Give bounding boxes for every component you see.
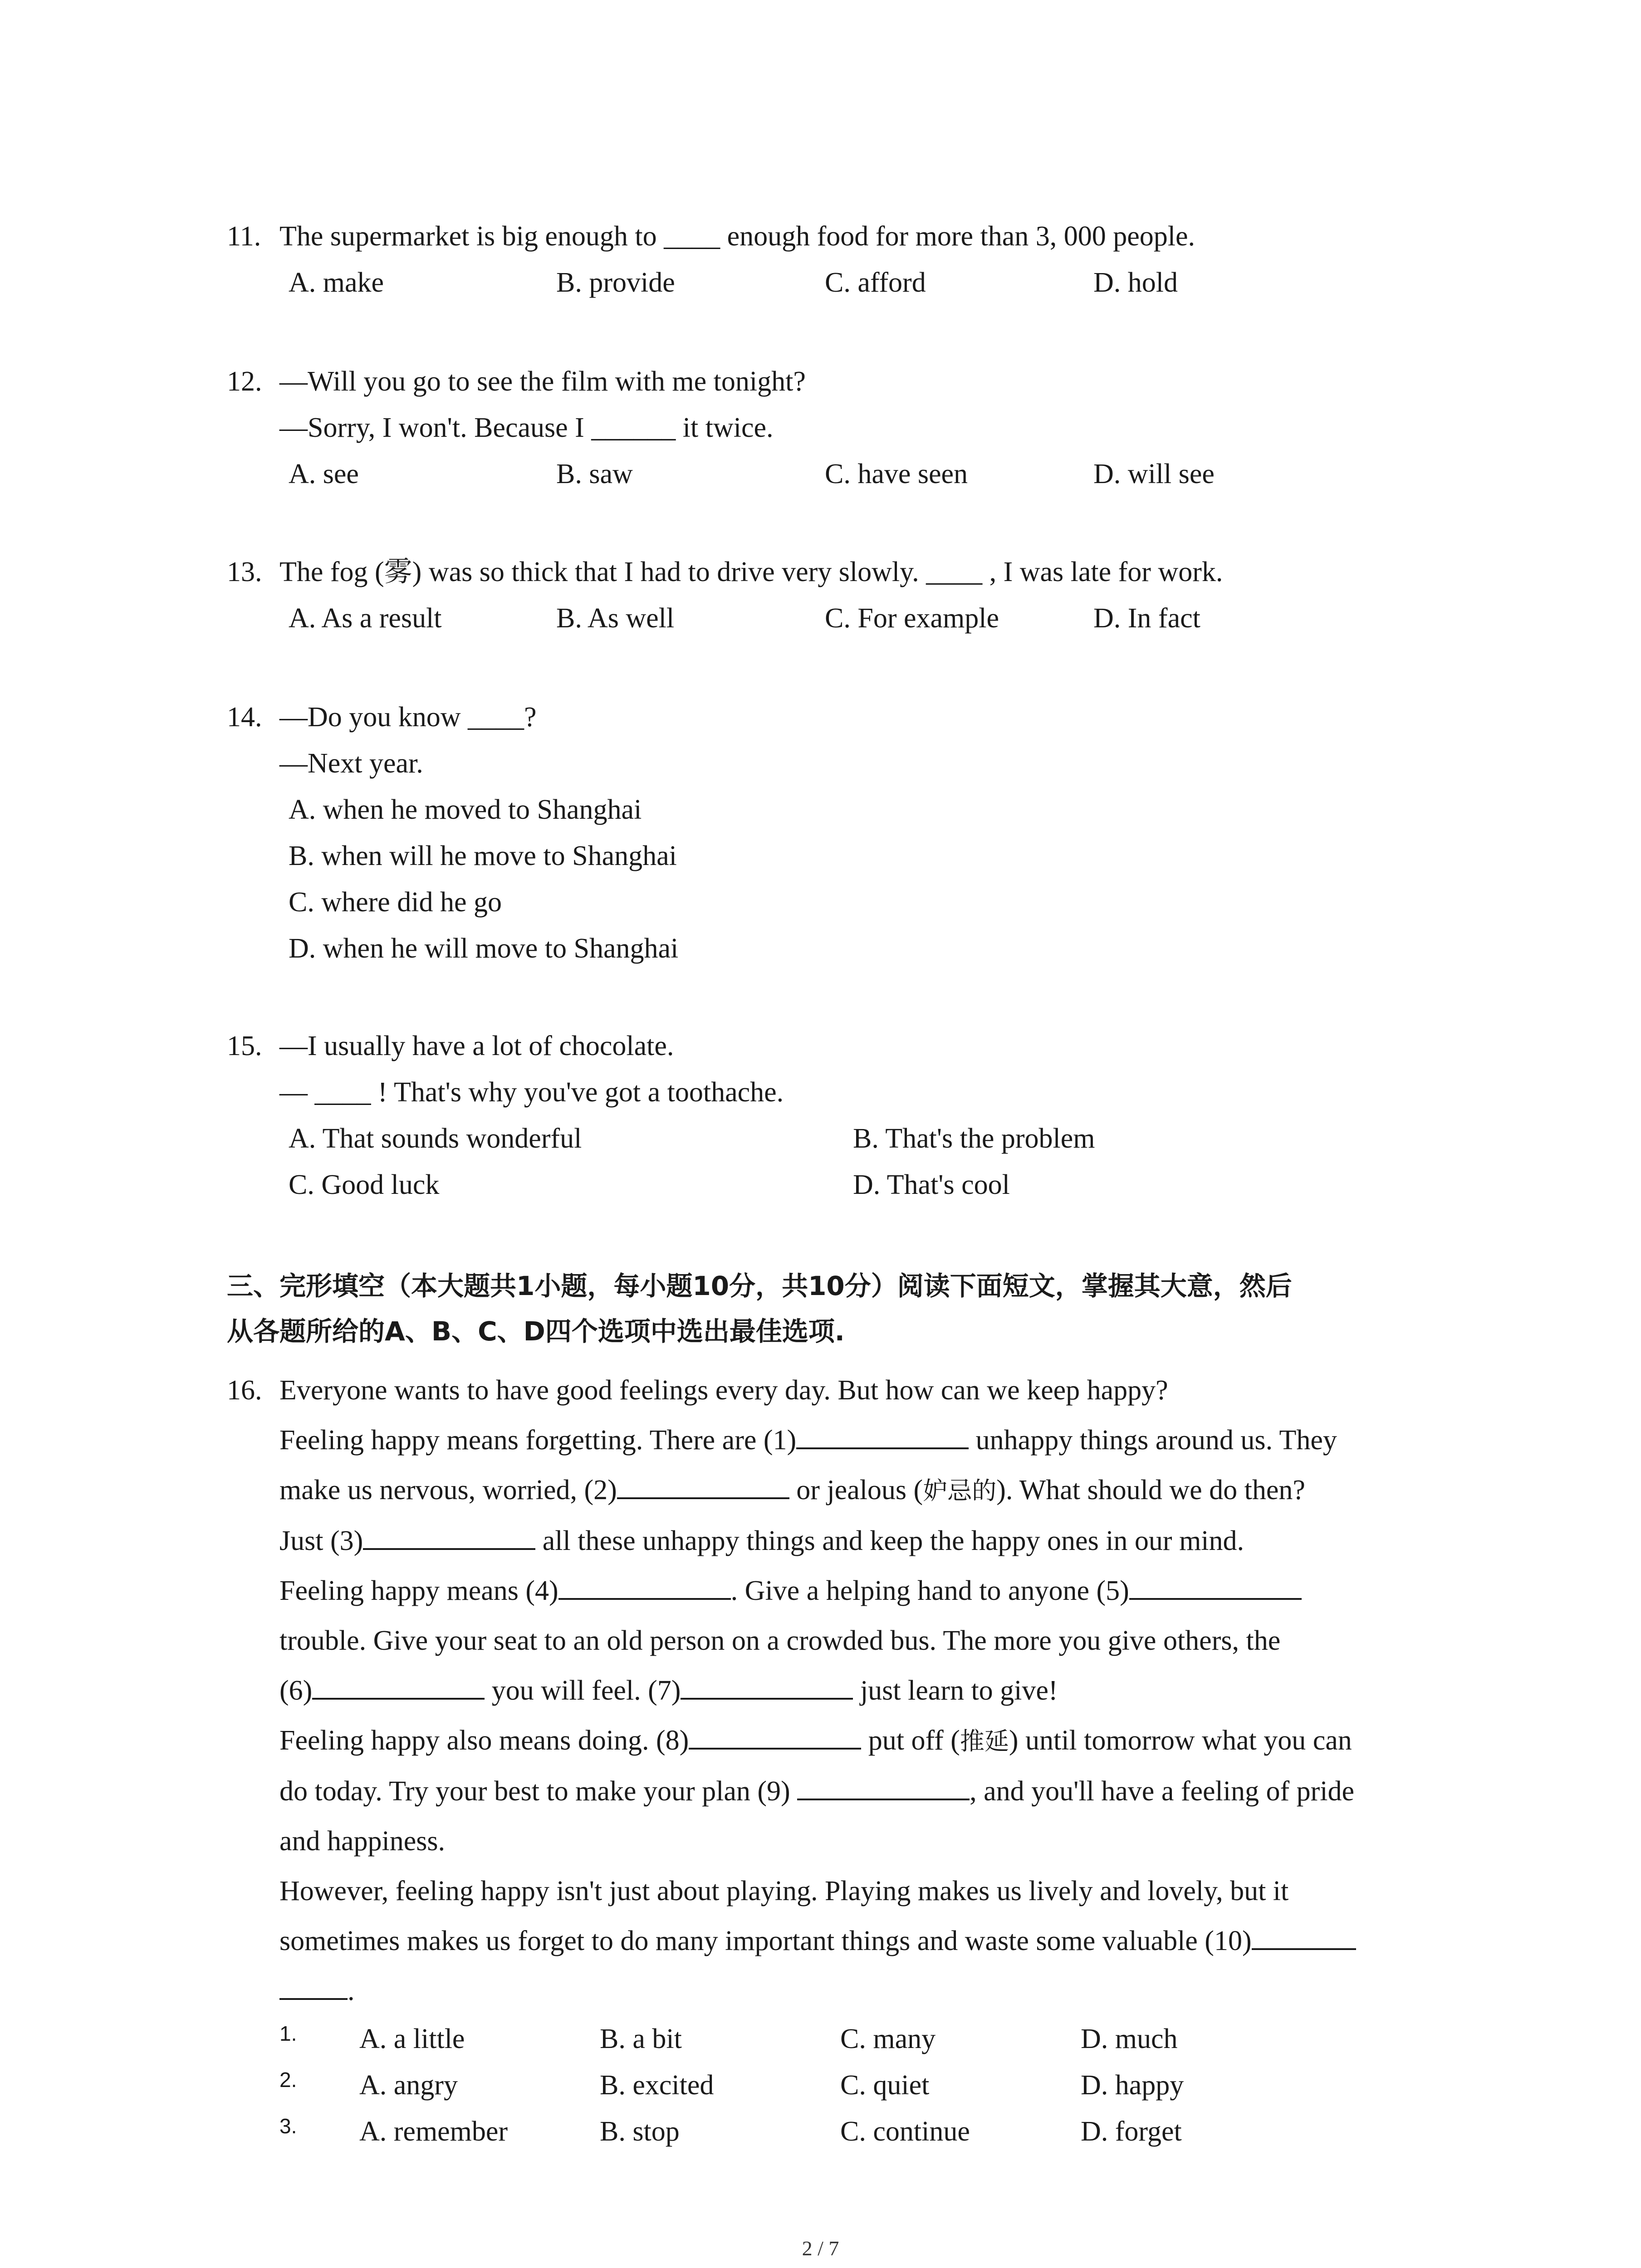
blank-9 — [797, 1773, 970, 1800]
blank-5 — [1129, 1573, 1302, 1600]
question-number: 13. — [227, 557, 262, 587]
blank-7 — [681, 1672, 853, 1700]
blank-6 — [312, 1672, 485, 1700]
cloze-passage: 16. Everyone wants to have good feelings every day. But how can we keep happy? Feeling happy means forgetting. There are (1) unhappy things around us. They make us nervous, worried, (2) or jealous (妒忌的). What should we do then? Just (3) all these unhappy things and keep the happy ones in our mind. Feeling happy means (4) . Give a helping hand to anyone (5) trouble. Give your seat to an old person on a crowded bus. The more you give others, the (6) you will feel. (7) just learn to give! Feeling happy also means doing. (8) put off (推延) until tomorrow what you can do today. Try your best to make your plan (9) , and you'll have a feeling of pride and happiness. However, feeling happy isn't just about playing. Playing makes us lively and lovely, but it sometimes makes us forget to do many important things and waste some valuable (10) . 1. A. a little B. a bit C. many D. much 2. A. angry B. excited C. quiet D. happy 3. A. remember B. stop C. continue D. forget — [227, 1365, 1479, 2155]
question-number: 16. — [227, 1375, 262, 1406]
question-13 — [227, 549, 1497, 641]
section-heading-line: 三、完形填空（本大题共1小题，每小题10分，共10分）阅读下面短文，掌握其大意，然后 — [227, 1271, 1292, 1301]
question-text: —I usually have a lot of chocolate. — [279, 1031, 674, 1061]
cloze-options-row — [227, 2016, 1479, 2062]
question-text: The fog (雾) was so thick that I had to drive very slowly. ____ , I was late for work. — [279, 557, 1223, 587]
page-number: 2 / 7 — [802, 2237, 839, 2260]
option-d: D. hold — [1093, 267, 1178, 298]
option-c: C. afford — [825, 267, 926, 298]
option-a: A. angry — [359, 2070, 458, 2101]
question-11 — [227, 213, 1497, 306]
option-b: B. saw — [556, 459, 633, 489]
option-b: B. stop — [600, 2116, 680, 2147]
option-b: B. excited — [600, 2070, 714, 2101]
blank-10 — [1252, 1923, 1356, 1950]
option-b: B. a bit — [600, 2024, 682, 2054]
question-text: —Next year. — [279, 748, 423, 779]
question-text: —Will you go to see the film with me tonight? — [279, 366, 806, 397]
options-row — [227, 1115, 1497, 1162]
option-d: D. forget — [1081, 2116, 1182, 2147]
option-a: A. As a result — [289, 603, 442, 634]
cloze-option-number: 3. — [279, 2114, 297, 2138]
option-d: D. when he will move to Shanghai — [289, 933, 679, 964]
option-a: A. remember — [359, 2116, 508, 2147]
option-a: A. when he moved to Shanghai — [289, 794, 642, 825]
option-b: B. As well — [556, 603, 675, 634]
option-c: C. For example — [825, 603, 999, 634]
question-15 — [227, 1023, 1497, 1208]
question-text: — ____ ! That's why you've got a toothache. — [279, 1077, 784, 1108]
blank-3 — [363, 1523, 535, 1550]
passage-line: trouble. Give your seat to an old person on a crowded bus. The more you give others, the — [279, 1625, 1281, 1656]
option-a: A. make — [289, 267, 384, 298]
cloze-option-number: 2. — [279, 2068, 297, 2092]
question-number: 11. — [227, 221, 261, 252]
option-c: C. quiet — [840, 2070, 930, 2101]
option-a: A. see — [289, 459, 359, 489]
option-d: D. In fact — [1093, 603, 1200, 634]
option-b: B. That's the problem — [853, 1123, 1095, 1154]
option-d: D. much — [1081, 2024, 1178, 2054]
option-c: C. continue — [840, 2116, 970, 2147]
options-row — [227, 595, 1497, 641]
passage-line: and happiness. — [279, 1826, 446, 1857]
cloze-options-row — [227, 2062, 1479, 2108]
question-text: The supermarket is big enough to ____ enough food for more than 3, 000 people. — [279, 221, 1195, 252]
cloze-options-row — [227, 2108, 1479, 2155]
question-text: —Sorry, I won't. Because I ______ it twice. — [279, 412, 774, 443]
section-heading — [227, 1263, 1479, 1354]
options-row — [227, 451, 1497, 497]
blank-2 — [617, 1472, 789, 1499]
blank-8 — [689, 1722, 861, 1750]
option-d: D. That's cool — [853, 1169, 1010, 1200]
blank-1 — [796, 1422, 969, 1449]
cloze-option-number: 1. — [279, 2022, 297, 2045]
blank-4 — [558, 1573, 731, 1600]
passage-line: Everyone wants to have good feelings every day. But how can we keep happy? — [279, 1375, 1168, 1406]
option-d: D. will see — [1093, 459, 1215, 489]
option-b: B. when will he move to Shanghai — [289, 841, 677, 871]
option-a: A. a little — [359, 2024, 465, 2054]
question-12 — [227, 358, 1497, 497]
question-number: 14. — [227, 702, 262, 733]
question-number: 15. — [227, 1031, 262, 1061]
option-b: B. provide — [556, 267, 675, 298]
section-heading-line: 从各题所给的A、B、C、D四个选项中选出最佳选项. — [227, 1316, 845, 1347]
option-c: C. have seen — [825, 459, 968, 489]
option-c: C. where did he go — [289, 887, 502, 918]
passage-line: However, feeling happy isn't just about playing. Playing makes us lively and lovely, but it — [279, 1876, 1289, 1906]
question-text: —Do you know ____? — [279, 702, 537, 733]
options-row — [227, 1162, 1497, 1208]
option-a: A. That sounds wonderful — [289, 1123, 582, 1154]
blank-10-continued — [279, 1973, 348, 2000]
question-number: 12. — [227, 366, 262, 397]
option-c: C. Good luck — [289, 1169, 440, 1200]
options-row — [227, 259, 1497, 306]
option-c: C. many — [840, 2024, 936, 2054]
question-14 — [227, 694, 1497, 972]
option-d: D. happy — [1081, 2070, 1184, 2101]
